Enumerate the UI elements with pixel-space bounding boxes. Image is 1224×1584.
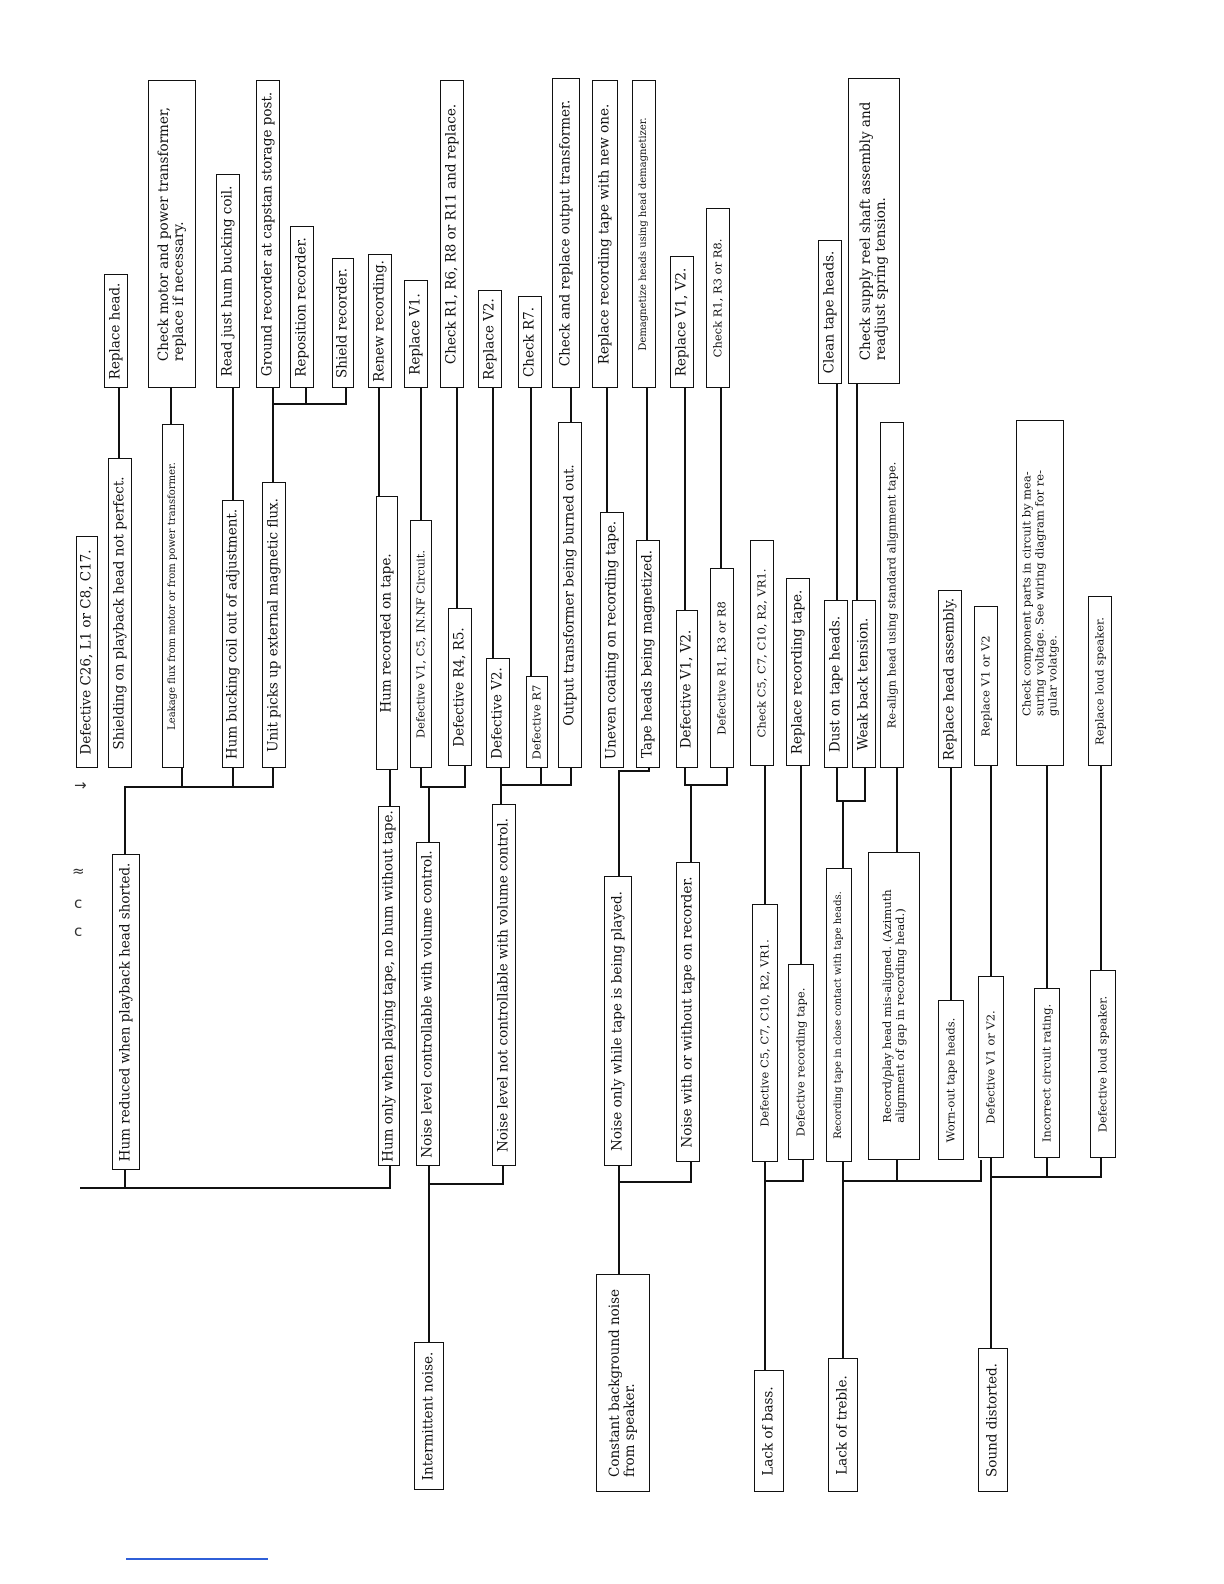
cause-box: Replace V1 or V2 (974, 606, 998, 766)
connector-line (570, 768, 572, 786)
connector-line (646, 388, 648, 540)
cause-box: Defective C5, C7, C10, R2, VR1. (752, 904, 778, 1162)
cause-box: Unit picks up external magnetic flux. (262, 482, 286, 768)
remedy-box: Check motor and power transformer, replace if necessary. (148, 80, 196, 388)
cause-box: Defective V1 or V2. (978, 976, 1004, 1158)
connector-line (726, 768, 728, 786)
cause-box: Dust on tape heads. (824, 600, 848, 768)
connector-line (428, 1183, 504, 1185)
cause-box: Worn-out tape heads. (938, 1000, 964, 1160)
connector-line (618, 770, 620, 876)
connector-line (500, 784, 502, 804)
connector-line (800, 766, 802, 964)
cause-box: Noise level not controllable with volume control. (492, 804, 516, 1166)
cause-box: Noise only while tape is being played. (604, 876, 632, 1166)
cause-box: Uneven coating on recording tape. (600, 512, 624, 768)
connector-line (540, 768, 542, 786)
cause-box: Defective V1, C5, IN.NF Circuit. (410, 520, 432, 768)
connector-line (684, 784, 728, 786)
connector-line (836, 384, 838, 600)
connector-line (570, 388, 572, 422)
connector-line (420, 768, 422, 788)
cause-box: Defective recording tape. (788, 964, 814, 1160)
symptom-box: Intermittent noise. (414, 1342, 444, 1490)
connector-line (1046, 766, 1048, 988)
cause-box: Defective V1, V2. (676, 610, 698, 768)
connector-line (950, 768, 952, 1000)
connector-line (990, 1158, 992, 1348)
connector-line (420, 786, 466, 788)
remedy-box: Replace V1, V2. (670, 256, 694, 388)
remedy-box: Check supply reel shaft assembly and readjust spring tension. (848, 78, 900, 384)
connector-line (502, 1166, 504, 1185)
remedy-box: Reposition recorder. (290, 226, 314, 388)
cause-box: Defective R7 (526, 676, 548, 768)
connector-line (842, 802, 844, 868)
connector-line (464, 766, 466, 788)
connector-line (420, 388, 422, 520)
symptom-box: Sound distorted. (978, 1348, 1008, 1492)
cause-box: Recording tape in close contact with tape heads. (826, 868, 852, 1162)
connector-line (720, 388, 722, 568)
connector-line (836, 768, 838, 802)
connector-line (272, 388, 274, 482)
connector-line (305, 388, 307, 404)
cause-box: Noise with or without tape on recorder. (676, 862, 700, 1162)
cause-box: Replace loud speaker. (1088, 596, 1112, 766)
cause-box: Defective R4, R5. (448, 608, 472, 766)
connector-line (500, 784, 572, 786)
connector-line (118, 388, 120, 458)
connector-line (232, 388, 234, 500)
connector-line (124, 786, 126, 864)
connector-line (618, 1166, 620, 1274)
cause-box: Weak back tension. (852, 600, 876, 768)
connector-line (124, 786, 274, 788)
remedy-box: Check R1, R3 or R8. (706, 208, 730, 388)
remedy-box: Read just hum bucking coil. (216, 174, 240, 388)
connector-line (864, 768, 866, 802)
connector-line (896, 768, 898, 852)
cause-box: Defective loud speaker. (1090, 970, 1116, 1158)
cause-box: Re-align head using standard alignment tape. (880, 422, 904, 768)
cause-box: Defective C26, L1 or C8, C17. (76, 536, 98, 768)
connector-line (345, 388, 347, 404)
connector-line (684, 768, 686, 786)
connector-line (232, 768, 234, 788)
margin-mark-tilde: ≈ (72, 862, 85, 880)
cause-box: Hum bucking coil out of adjustment. (222, 500, 244, 768)
remedy-box: Renew recording. (368, 254, 392, 388)
connector-line (856, 384, 858, 600)
margin-mark-arrow: → (74, 776, 87, 794)
cause-box: Record/play head mis-aligned. (Azimuth alignment of gap in recording head.) (868, 852, 920, 1160)
connector-line (170, 388, 172, 424)
remedy-box: Replace V2. (478, 290, 502, 388)
connector-line (124, 1170, 126, 1188)
cause-box: Check C5, C7, C10, R2, VR1. (750, 540, 774, 766)
cause-box: Leakage flux from motor or from power transformer. (162, 424, 184, 768)
remedy-box: Check R7. (518, 296, 542, 388)
connector-line (764, 1180, 804, 1182)
cause-box: Hum only when playing tape, no hum without tape. (378, 806, 400, 1166)
connector-line (80, 1187, 391, 1189)
connector-line (980, 1160, 982, 1182)
connector-line (1100, 1158, 1102, 1178)
connector-line (389, 1166, 391, 1188)
remedy-box: Check and replace output transformer. (552, 78, 580, 388)
connector-line (1046, 1158, 1048, 1178)
margin-mark-c2: c (74, 922, 83, 940)
cause-box: Replace head assembly. (938, 590, 962, 768)
connector-line (530, 388, 532, 676)
connector-line (842, 1162, 844, 1358)
remedy-box: Replace head. (104, 274, 128, 388)
remedy-box: Ground recorder at capstan storage post. (256, 80, 280, 388)
connector-line (181, 768, 183, 788)
connector-line (378, 388, 380, 496)
connector-line (764, 766, 766, 904)
connector-line (456, 388, 458, 608)
connector-line (690, 1162, 692, 1183)
connector-line (684, 388, 686, 610)
remedy-box: Clean tape heads. (818, 240, 842, 384)
connector-line (896, 1160, 898, 1182)
remedy-box: Replace V1. (404, 280, 428, 388)
cause-box: Shielding on playback head not perfect. (108, 458, 132, 768)
connector-line (272, 403, 347, 405)
connector-line (500, 768, 502, 786)
remedy-box: Check R1, R6, R8 or R11 and replace. (440, 80, 464, 388)
margin-mark-c1: c (74, 894, 83, 912)
cause-box: Tape heads being magnetized. (636, 540, 660, 768)
cause-box: Defective V2. (486, 658, 510, 768)
cause-box: Noise level controllable with volume control. (416, 842, 440, 1166)
cause-box: Replace recording tape. (786, 578, 810, 766)
cause-box: Defective R1, R3 or R8 (710, 568, 734, 768)
connector-line (842, 1180, 982, 1182)
symptom-box: Constant background noise from speaker. (596, 1274, 650, 1492)
connector-line (428, 786, 430, 842)
symptom-box: Lack of treble. (828, 1358, 858, 1492)
connector-line (272, 768, 274, 788)
connector-line (618, 770, 650, 772)
cause-box: Hum reduced when playback head shorted. (112, 854, 140, 1170)
symptom-box: Lack of bass. (754, 1370, 784, 1492)
cause-box: Hum recorded on tape. (376, 496, 398, 770)
connector-line (428, 1166, 430, 1342)
connector-line (648, 768, 650, 772)
cause-box: Incorrect circuit rating. (1034, 988, 1060, 1158)
remedy-box: Shield recorder. (332, 258, 354, 388)
footnote-rule (126, 1558, 268, 1560)
connector-line (764, 1162, 766, 1370)
cause-box: Check component parts in circuit by mea- suring voltage. See wiring diagram for re- gular volatge. (1016, 420, 1064, 766)
connector-line (990, 766, 992, 976)
connector-line (492, 388, 494, 658)
cause-box: Output transformer being burned out. (558, 422, 582, 768)
connector-line (690, 784, 692, 862)
connector-line (802, 1160, 804, 1182)
remedy-box: Replace recording tape with new one. (592, 80, 618, 388)
connector-line (1100, 766, 1102, 970)
connector-line (836, 800, 866, 802)
connector-line (618, 1181, 692, 1183)
remedy-box: Demagnetize heads using head demagnetizer. (632, 80, 656, 388)
connector-line (606, 388, 608, 512)
